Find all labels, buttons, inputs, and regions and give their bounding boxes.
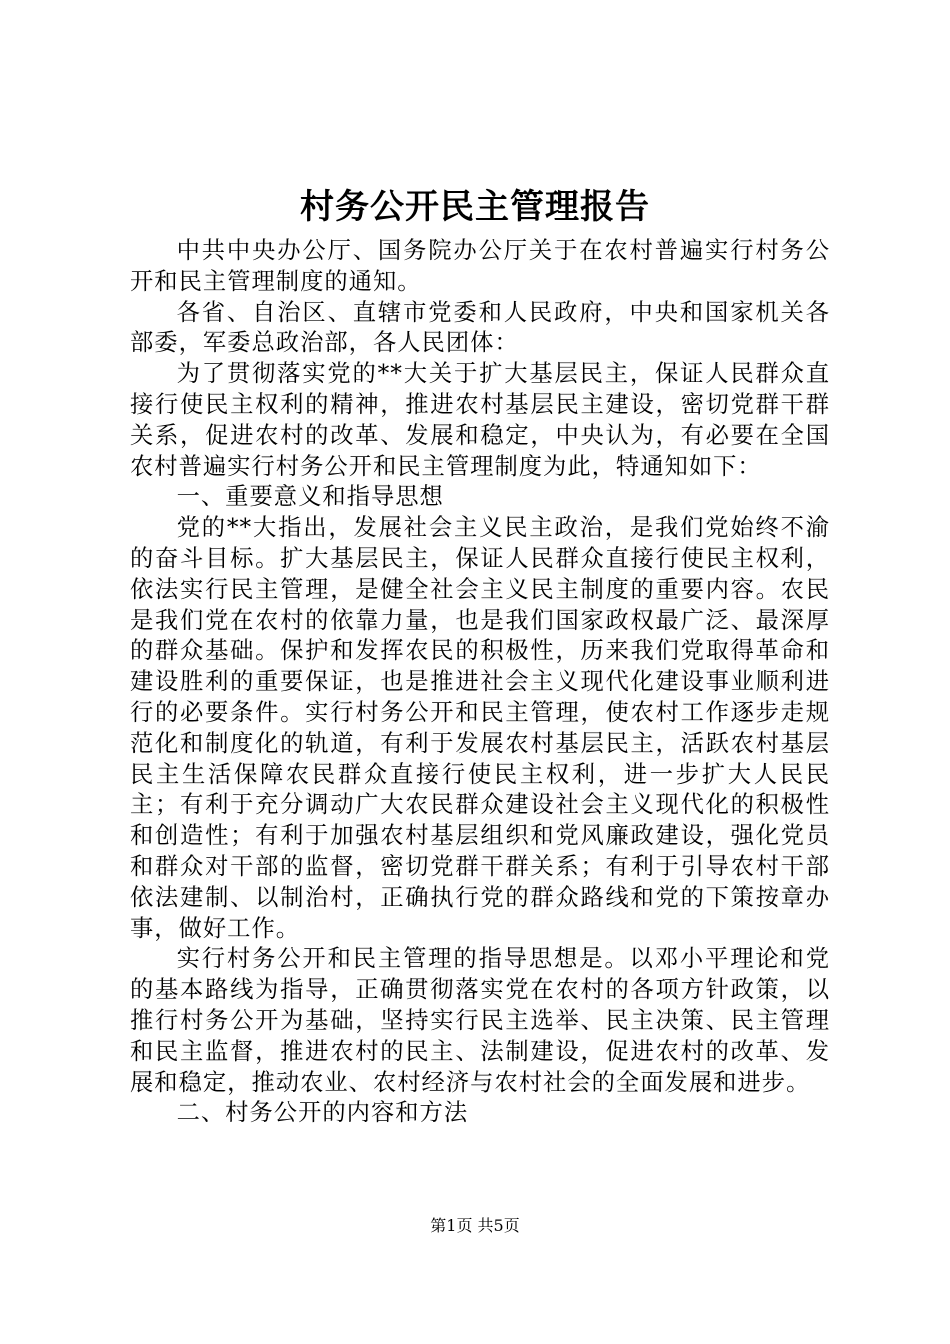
paragraph-addressees: 各省、自治区、直辖市党委和人民政府，中央和国家机关各部委，军委总政治部，各人民团体： bbox=[130, 298, 830, 357]
paragraph-significance: 党的**大指出，发展社会主义民主政治，是我们党始终不渝的奋斗目标。扩大基层民主，保证人民群众直接行使民主权利，依法实行民主管理，是健全社会主义民主制度的重要内容。农民是我们党在农村的依靠力量，也是我们国家政权最广泛、最深厚的群众基础。保护和发挥农民的积极性，历来我们党取得革命和建设胜利的重要保证，也是推进社会主义现代化建设事业顺利进行的必要条件。实行村务公开和民主管理，使农村工作逐步走规范化和制度化的轨道，有利于发展农村基层民主，活跃农村基层民主生活保障农民群众直接行使民主权利，进一步扩大人民民主；有利于充分调动广大农民群众建设社会主义现代化的积极性和创造性；有利于加强农村基层组织和党风廉政建设，强化党员和群众对干部的监督，密切党群干群关系；有利于引导农村干部依法建制、以制治村，正确执行党的群众路线和党的下策按章办事，做好工作。 bbox=[130, 514, 830, 942]
page-footer: 第1页 共5页 bbox=[430, 1216, 520, 1235]
paragraph-guiding-ideology: 实行村务公开和民主管理的指导思想是。以邓小平理论和党的基本路线为指导，正确贯彻落实党在农村的各项方针政策，以推行村务公开为基础，坚持实行民主选举、民主决策、民主管理和民主监督，推进农村的民主、法制建设，促进农村的改革、发展和稳定，推动农业、农村经济与农村社会的全面发展和进步。 bbox=[130, 945, 830, 1096]
section-heading-1: 一、重要意义和指导思想 bbox=[176, 483, 444, 511]
paragraph-notice-title: 中共中央办公厅、国务院办公厅关于在农村普遍实行村务公开和民主管理制度的通知。 bbox=[130, 237, 830, 295]
paragraph-introduction: 为了贯彻落实党的**大关于扩大基层民主，保证人民群众直接行使民主权利的精神，推进农村基层民主建设，密切党群干群关系，促进农村的改革、发展和稳定，中央认为，有必要在全国农村普遍实行村务公开和民主管理制度为此，特通知如下： bbox=[130, 360, 830, 480]
document-title: 村务公开民主管理报告 bbox=[300, 187, 650, 227]
document-body bbox=[130, 236, 830, 1129]
section-heading-2: 二、村务公开的内容和方法 bbox=[176, 1099, 469, 1127]
